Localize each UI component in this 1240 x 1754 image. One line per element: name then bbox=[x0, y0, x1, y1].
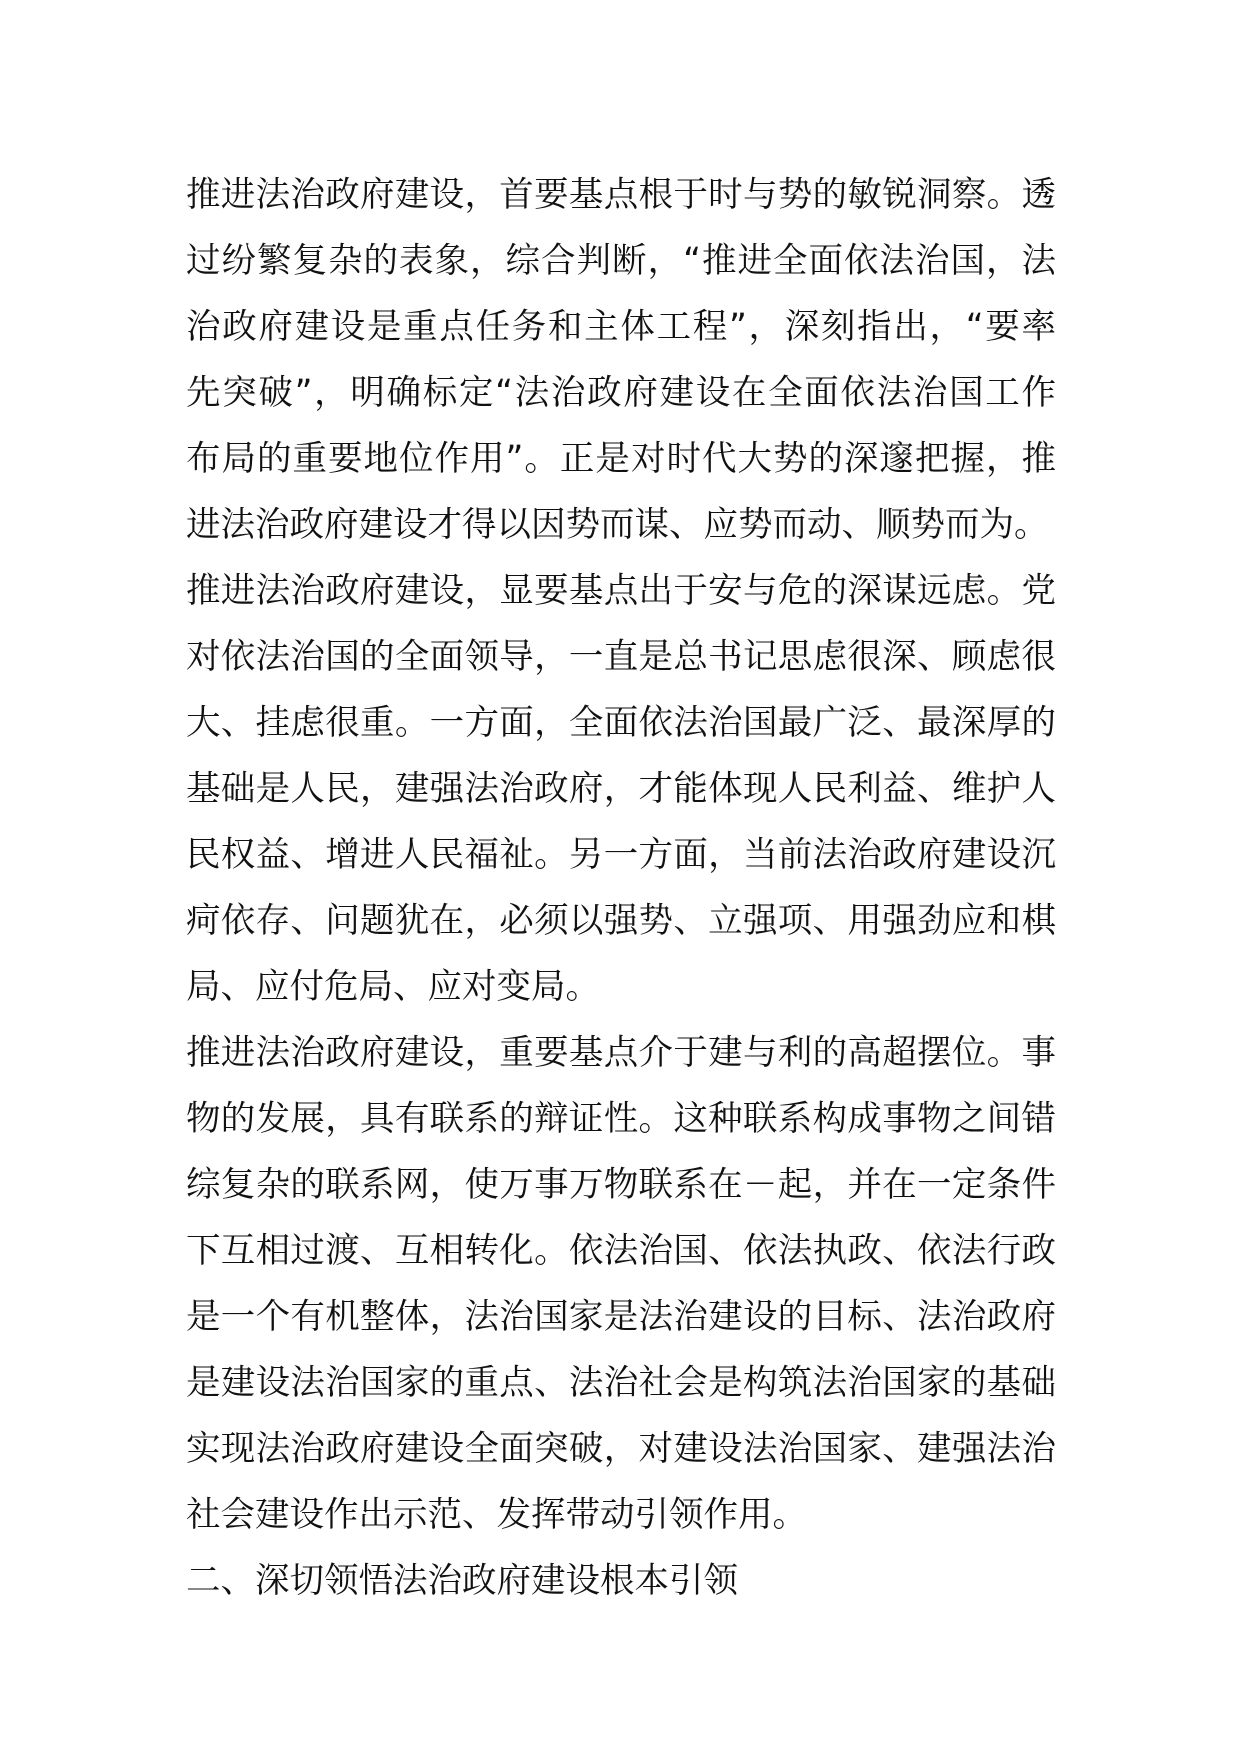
text-line: 综复杂的联系网，使万事万物联系在－起，并在一定条件 bbox=[186, 1165, 1056, 1205]
paragraph-2 bbox=[186, 558, 1056, 1020]
text-line: 大、挂虑很重。一方面，全面依法治国最广泛、最深厚的 bbox=[186, 703, 1056, 743]
text-line: 推进法治政府建设，显要基点出于安与危的深谋远虑。党 bbox=[186, 571, 1056, 611]
text-line: 物的发展，具有联系的辩证性。这种联系构成事物之间错 bbox=[186, 1099, 1056, 1139]
text-line: 布局的重要地位作用”。正是对时代大势的深邃把握，推 bbox=[186, 439, 1056, 479]
text-line: 下互相过渡、互相转化。依法治国、依法执政、依法行政 bbox=[186, 1231, 1056, 1271]
heading-text: 二、深切领悟法治政府建设根本引领 bbox=[186, 1561, 738, 1601]
text-line: 基础是人民，建强法治政府，才能体现人民利益、维护人 bbox=[186, 769, 1056, 809]
section-heading bbox=[186, 1548, 1056, 1614]
text-line: 推进法治政府建设，重要基点介于建与利的高超摆位。事 bbox=[186, 1033, 1056, 1073]
text-line: 治政府建设是重点任务和主体工程”，深刻指出，“要率 bbox=[186, 307, 1056, 347]
paragraph-3 bbox=[186, 1020, 1056, 1548]
text-line: 是一个有机整体，法治国家是法治建设的目标、法治政府 bbox=[186, 1297, 1056, 1337]
paragraph-1 bbox=[186, 162, 1056, 558]
document-body bbox=[186, 162, 1056, 1614]
text-line: 推进法治政府建设，首要基点根于时与势的敏锐洞察。透 bbox=[186, 175, 1056, 215]
text-line: 局、应付危局、应对变局。 bbox=[186, 967, 600, 1007]
text-line: 过纷繁复杂的表象，综合判断，“推进全面依法治国，法 bbox=[186, 241, 1056, 281]
text-line: 疴依存、问题犹在，必须以强势、立强项、用强劲应和棋 bbox=[186, 901, 1056, 941]
text-line: 进法治政府建设才得以因势而谋、应势而动、顺势而为。 bbox=[186, 505, 1049, 545]
text-line: 实现法治政府建设全面突破，对建设法治国家、建强法治 bbox=[186, 1429, 1056, 1469]
text-line: 对依法治国的全面领导，一直是总书记思虑很深、顾虑很 bbox=[186, 637, 1056, 677]
text-line: 是建设法治国家的重点、法治社会是构筑法治国家的基础 bbox=[186, 1363, 1056, 1403]
text-line: 民权益、增进人民福祉。另一方面，当前法治政府建设沉 bbox=[186, 835, 1056, 875]
text-line: 社会建设作出示范、发挥带动引领作用。 bbox=[186, 1495, 807, 1535]
text-line: 先突破”，明确标定“法治政府建设在全面依法治国工作 bbox=[186, 373, 1056, 413]
